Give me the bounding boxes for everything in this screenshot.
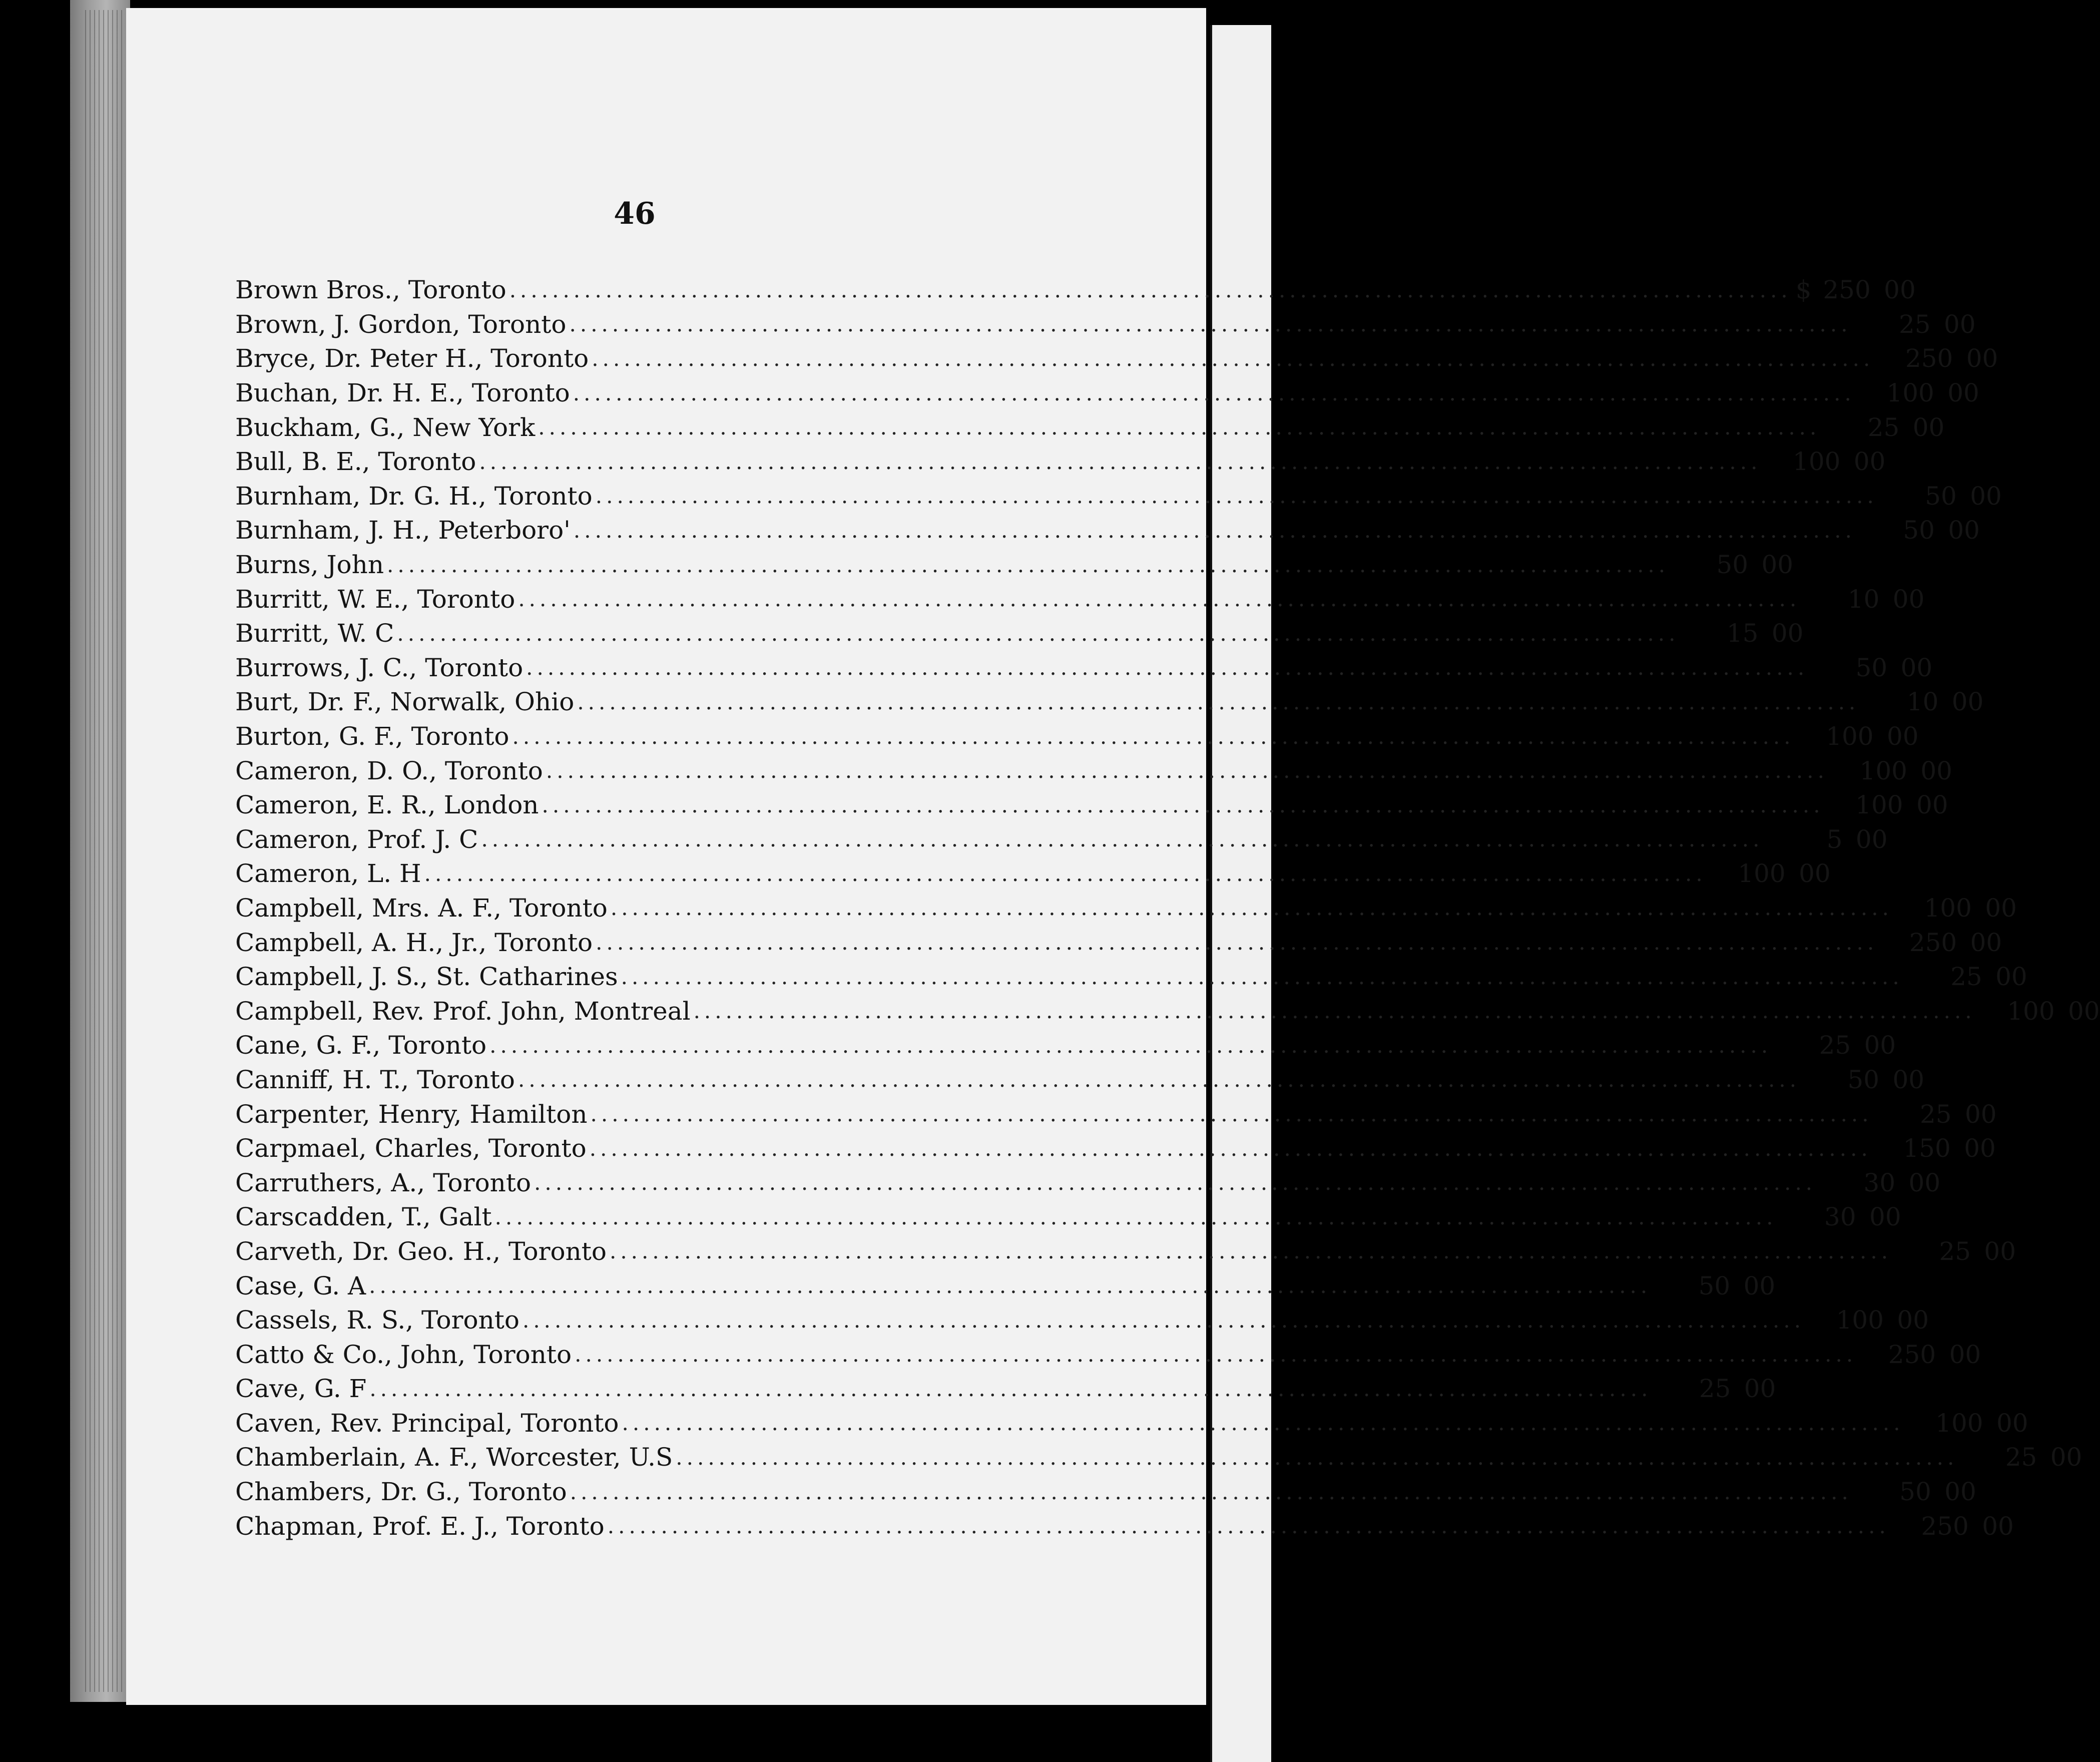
list-item — [235, 479, 2002, 514]
amount-cents: 00 — [1869, 1202, 1901, 1232]
dot-leader: ........................................................................................................................ — [589, 1136, 1872, 1161]
amount-cents: 00 — [1916, 790, 1948, 820]
amount-cents: 00 — [1951, 687, 1984, 717]
amount-cents: 00 — [1920, 756, 1952, 785]
entry-name: Cane, G. F., Toronto — [235, 1031, 487, 1060]
list-item — [235, 548, 1794, 582]
dot-leader: ........................................................................................................................ — [676, 1445, 1958, 1470]
dot-leader: ........................................................................................................................ — [369, 1376, 1652, 1401]
amount-cents: 00 — [1966, 344, 1998, 373]
amount-dollars: 25 — [1867, 412, 1900, 442]
amount-cents: 00 — [1900, 653, 1933, 682]
amount-dollars: 250 — [1909, 928, 1957, 957]
amount-dollars: 25 — [1950, 962, 1982, 992]
list-item — [235, 1234, 2016, 1269]
dot-leader: ........................................................................................................................ — [424, 861, 1707, 886]
entry-name: Cameron, D. O., Toronto — [235, 756, 543, 785]
amount-dollars: 30 — [1824, 1202, 1856, 1232]
page-number: 46 — [614, 196, 656, 231]
dot-leader: ........................................................................................................................ — [573, 380, 1855, 405]
entry-name: Campbell, A. H., Jr., Toronto — [235, 928, 593, 957]
amount-dollars: 100 — [1859, 756, 1907, 785]
entry-name: Buckham, G., New York — [235, 412, 536, 442]
dot-leader: ........................................................................................................................ — [369, 1273, 1652, 1298]
amount-dollars: 50 — [1716, 550, 1749, 580]
list-item — [235, 307, 1976, 342]
amount-dollars: 15 — [1726, 619, 1759, 648]
dot-leader: ........................................................................................................................ — [577, 689, 1860, 714]
amount-dollars: 100 — [1738, 859, 1786, 889]
amount-dollars: 50 — [1903, 516, 1935, 545]
amount-dollars: 100 — [1855, 790, 1903, 820]
entry-name: Brown, J. Gordon, Toronto — [235, 309, 567, 339]
amount-cents: 00 — [1908, 1168, 1941, 1197]
amount-cents: 00 — [1970, 928, 2002, 957]
dot-leader: ........................................................................................................................ — [622, 1411, 1904, 1436]
entry-name: Cassels, R. S., Toronto — [235, 1305, 519, 1335]
list-item — [235, 410, 1945, 445]
dot-leader: ........................................................................................................................ — [479, 449, 1762, 474]
amount-cents: 00 — [1943, 309, 1976, 339]
amount-dollars: 100 — [1836, 1305, 1884, 1335]
list-item — [235, 582, 1925, 616]
dot-leader: ........................................................................................................................ — [489, 1033, 1772, 1058]
amount-cents: 00 — [1761, 550, 1794, 580]
list-item — [235, 1372, 1776, 1406]
list-item — [235, 1440, 2082, 1475]
dot-leader: ........................................................................................................................ — [509, 277, 1792, 302]
dot-leader: ........................................................................................................................ — [534, 1170, 1817, 1195]
list-item — [235, 513, 1980, 548]
amount-cents: 00 — [1982, 1511, 2014, 1541]
amount-cents: 00 — [1912, 412, 1945, 442]
list-item — [235, 1165, 1941, 1200]
amount-cents: 00 — [1864, 1031, 1896, 1060]
list-item — [235, 376, 1979, 410]
list-item — [235, 822, 1888, 857]
list-item — [235, 1131, 1996, 1166]
dot-leader: ........................................................................................................................ — [522, 1307, 1805, 1333]
entry-name: Carscadden, T., Galt — [235, 1202, 492, 1232]
list-item — [235, 1097, 1997, 1131]
amount-dollars: 50 — [1899, 1477, 1931, 1507]
entry-name: Burns, John — [235, 550, 384, 580]
amount-dollars: 100 — [1793, 447, 1841, 477]
dot-leader: ........................................................................................................................ — [569, 312, 1852, 337]
amount-dollars: 50 — [1698, 1271, 1731, 1300]
entry-name: Carpmael, Charles, Toronto — [235, 1134, 587, 1163]
list-item — [235, 960, 2027, 994]
list-item — [235, 719, 1919, 754]
dot-leader: ........................................................................................................................ — [596, 930, 1878, 955]
list-item — [235, 616, 1804, 651]
list-item — [235, 1268, 1776, 1303]
list-item — [235, 1200, 1901, 1234]
entry-name: Carruthers, A., Toronto — [235, 1168, 532, 1197]
entry-name: Burt, Dr. F., Norwalk, Ohio — [235, 687, 575, 717]
entry-name: Cameron, Prof. J. C — [235, 824, 478, 854]
dot-leader: ........................................................................................................................ — [542, 792, 1824, 817]
amount-dollars: 50 — [1855, 653, 1888, 682]
entry-name: Cameron, E. R., London — [235, 790, 539, 820]
dot-leader: ........................................................................................................................ — [481, 827, 1764, 852]
amount-cents: 00 — [1947, 378, 1979, 408]
entry-name: Campbell, Rev. Prof. John, Montreal — [235, 996, 691, 1026]
amount-dollars: 100 — [2007, 996, 2055, 1026]
amount-dollars: 100 — [1935, 1408, 1983, 1438]
amount-cents: 00 — [1853, 447, 1886, 477]
dot-leader: ........................................................................................................................ — [575, 1342, 1857, 1367]
dot-leader: ........................................................................................................................ — [526, 655, 1809, 680]
amount-dollars: 250 — [1921, 1511, 1969, 1541]
list-item — [235, 445, 1886, 479]
list-item — [235, 685, 1984, 719]
amount-cents: 00 — [1892, 1065, 1925, 1094]
list-item — [235, 1337, 1981, 1372]
entry-name: Canniff, H. T., Toronto — [235, 1065, 515, 1094]
dot-leader: ........................................................................................................................ — [693, 999, 1976, 1024]
amount-dollars: 50 — [1925, 481, 1957, 511]
amount-dollars: 25 — [1920, 1099, 1952, 1129]
dot-leader: ........................................................................................................................ — [518, 587, 1801, 612]
amount-cents: 00 — [1948, 516, 1980, 545]
entry-name: Chambers, Dr. G., Toronto — [235, 1477, 567, 1507]
entry-name: Cave, G. F — [235, 1374, 367, 1404]
entry-name: Campbell, Mrs. A. F., Toronto — [235, 893, 608, 923]
list-item — [235, 753, 1952, 788]
amount-dollars: 25 — [2005, 1443, 2037, 1472]
amount-dollars: 100 — [1886, 378, 1934, 408]
dot-leader: ........................................................................................................................ — [570, 1479, 1852, 1504]
page-edge-lines — [85, 10, 125, 1692]
dot-leader: ........................................................................................................................ — [592, 346, 1874, 371]
entry-name: Caven, Rev. Principal, Toronto — [235, 1408, 619, 1438]
entry-name: Carveth, Dr. Geo. H., Toronto — [235, 1236, 607, 1266]
amount-cents: 00 — [2068, 996, 2100, 1026]
dot-leader: ........................................................................................................................ — [494, 1204, 1777, 1229]
amount-dollars: 50 — [1847, 1065, 1880, 1094]
dot-leader: ........................................................................................................................ — [512, 724, 1795, 749]
list-item — [235, 1028, 1896, 1063]
entry-name: Burnham, J. H., Peterboro' — [235, 516, 571, 545]
entry-name: Carpenter, Henry, Hamilton — [235, 1099, 588, 1129]
dot-leader: ........................................................................................................................ — [546, 758, 1828, 783]
entry-name: Buchan, Dr. H. E., Toronto — [235, 378, 570, 408]
amount-cents: 00 — [1985, 893, 2017, 923]
amount-dollars: 30 — [1863, 1168, 1896, 1197]
currency-symbol: $ — [1795, 275, 1812, 305]
list-item — [235, 651, 1933, 685]
list-item — [235, 891, 2017, 926]
list-item — [235, 1303, 1929, 1338]
amount-cents: 00 — [1995, 962, 2027, 992]
dot-leader: ........................................................................................................................ — [607, 1514, 1890, 1539]
dot-leader: ........................................................................................................................ — [590, 1102, 1873, 1127]
entry-name: Burnham, Dr. G. H., Toronto — [235, 481, 593, 511]
amount-cents: 00 — [1964, 1134, 1996, 1163]
entry-name: Burton, G. F., Toronto — [235, 722, 509, 751]
amount-dollars: 100 — [1924, 893, 1972, 923]
amount-cents: 00 — [1984, 1236, 2016, 1266]
dot-leader: ........................................................................................................................ — [609, 1239, 1892, 1264]
amount-dollars: 150 — [1903, 1134, 1951, 1163]
amount-cents: 00 — [1970, 481, 2002, 511]
amount-dollars: 25 — [1699, 1374, 1731, 1404]
amount-dollars: 25 — [1898, 309, 1931, 339]
list-item — [235, 925, 2002, 960]
list-item — [235, 994, 2100, 1028]
entry-name: Bryce, Dr. Peter H., Toronto — [235, 344, 589, 373]
dot-leader: ........................................................................................................................ — [518, 1067, 1801, 1092]
amount-cents: 00 — [1965, 1099, 1997, 1129]
entry-name: Burritt, W. C — [235, 619, 394, 648]
amount-dollars: 10 — [1906, 687, 1939, 717]
amount-cents: 00 — [2050, 1443, 2082, 1472]
entry-name: Cameron, L. H — [235, 859, 421, 889]
amount-cents: 00 — [1799, 859, 1831, 889]
amount-dollars: 25 — [1939, 1236, 1971, 1266]
dot-leader: ........................................................................................................................ — [573, 518, 1856, 543]
amount-cents: 00 — [1771, 619, 1804, 648]
amount-dollars: 250 — [1888, 1340, 1936, 1369]
amount-cents: 00 — [1944, 1477, 1976, 1507]
amount-dollars: 25 — [1819, 1031, 1851, 1060]
amount-cents: 00 — [1884, 275, 1916, 305]
list-item — [235, 1475, 1976, 1509]
entry-name: Brown Bros., Toronto — [235, 275, 506, 305]
amount-cents: 00 — [1744, 1374, 1776, 1404]
list-item — [235, 1406, 2028, 1441]
entry-name: Burritt, W. E., Toronto — [235, 584, 515, 614]
entry-name: Case, G. A — [235, 1271, 366, 1300]
amount-cents: 00 — [1897, 1305, 1929, 1335]
entry-name: Chapman, Prof. E. J., Toronto — [235, 1511, 605, 1541]
entry-name: Campbell, J. S., St. Catharines — [235, 962, 618, 992]
dot-leader: ........................................................................................................................ — [538, 415, 1821, 440]
list-item — [235, 856, 1831, 891]
amount-cents: 00 — [1855, 824, 1888, 854]
entry-name: Chamberlain, A. F., Worcester, U.S — [235, 1443, 673, 1472]
amount-cents: 00 — [1887, 722, 1919, 751]
amount-cents: 00 — [1996, 1408, 2028, 1438]
dot-leader: ........................................................................................................................ — [610, 896, 1893, 921]
list-item — [235, 1509, 2014, 1543]
subscription-list — [235, 273, 2100, 1543]
list-item — [235, 341, 1998, 376]
dot-leader: ........................................................................................................................ — [621, 964, 1903, 989]
dot-leader: ........................................................................................................................ — [387, 552, 1670, 577]
amount-dollars: 100 — [1826, 722, 1874, 751]
list-item — [235, 273, 1916, 307]
list-item — [235, 788, 1948, 822]
amount-cents: 00 — [1949, 1340, 1981, 1369]
amount-cents: 00 — [1743, 1271, 1776, 1300]
amount-cents: 00 — [1892, 584, 1925, 614]
entry-name: Catto & Co., John, Toronto — [235, 1340, 572, 1369]
dot-leader: ........................................................................................................................ — [595, 484, 1878, 509]
entry-name: Bull, B. E., Toronto — [235, 447, 476, 477]
entry-name: Burrows, J. C., Toronto — [235, 653, 523, 682]
amount-dollars: 250 — [1823, 275, 1871, 305]
list-item — [235, 1063, 1925, 1097]
amount-dollars: 5 — [1826, 824, 1843, 854]
amount-dollars: 10 — [1847, 584, 1880, 614]
amount-dollars: 250 — [1905, 344, 1953, 373]
dot-leader: ........................................................................................................................ — [397, 621, 1680, 646]
